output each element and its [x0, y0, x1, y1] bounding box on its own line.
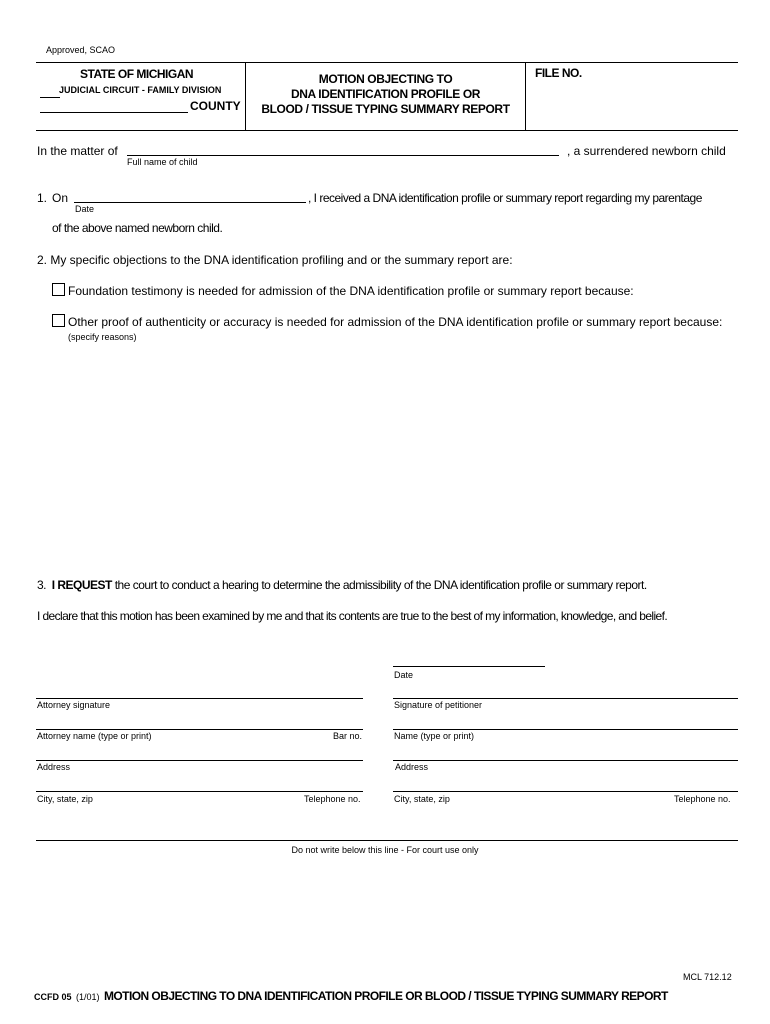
item1-line2: of the above named newborn child. [52, 221, 223, 235]
header-divider-right [525, 62, 526, 131]
form-code: CCFD 05 [34, 992, 72, 1002]
attorney-address-caption: Address [37, 762, 71, 772]
circuit-field-line[interactable] [40, 97, 60, 98]
attorney-signature-field[interactable] [36, 698, 363, 699]
court-use-divider [36, 840, 738, 841]
attorney-city-caption: City, state, zip [37, 794, 93, 804]
attorney-signature-caption: Attorney signature [37, 700, 111, 710]
form-title-line1: MOTION OBJECTING TO [318, 72, 453, 86]
header-bottom-rule [36, 130, 738, 131]
petitioner-name-field[interactable] [393, 729, 738, 730]
objection-authenticity-checkbox[interactable] [52, 314, 65, 327]
item1-date-caption: Date [75, 204, 95, 214]
date-caption: Date [394, 670, 414, 680]
mcl-reference: MCL 712.12 [683, 972, 732, 982]
footer-title: MOTION OBJECTING TO DNA IDENTIFICATION PROFILE OR BLOOD / TISSUE TYPING SUMMARY REPORT [103, 989, 668, 1003]
circuit-label: JUDICIAL CIRCUIT - FAMILY DIVISION [59, 85, 222, 95]
attorney-name-field[interactable] [36, 729, 363, 730]
petitioner-name-caption: Name (type or print) [394, 731, 475, 741]
attorney-address-field[interactable] [36, 760, 363, 761]
county-label: COUNTY [190, 99, 241, 113]
form-title-line2: DNA IDENTIFICATION PROFILE OR [290, 87, 481, 101]
objection-foundation-checkbox[interactable] [52, 283, 65, 296]
form-revision: (1/01) [75, 992, 100, 1002]
footer-line [34, 987, 668, 1005]
file-no-label: FILE NO. [535, 66, 582, 80]
petitioner-telephone-caption: Telephone no. [674, 794, 731, 804]
header-divider-left [245, 62, 246, 131]
petitioner-address-field[interactable] [393, 760, 738, 761]
form-title-line3: BLOOD / TISSUE TYPING SUMMARY REPORT [261, 102, 510, 116]
petitioner-city-field[interactable] [393, 791, 738, 792]
petitioner-signature-caption: Signature of petitioner [394, 700, 483, 710]
reasons-text-area[interactable] [52, 346, 738, 566]
approved-label: Approved, SCAO [46, 45, 116, 55]
state-label: STATE OF MICHIGAN [80, 67, 194, 81]
objection-foundation-label: Foundation testimony is needed for admission of the DNA identification profile or summary report because: [68, 284, 634, 298]
item1-date-field[interactable] [74, 202, 306, 203]
file-no-field[interactable] [530, 82, 735, 126]
court-use-notice: Do not write below this line - For court use only [291, 845, 479, 855]
petitioner-signature-field[interactable] [393, 698, 738, 699]
specify-reasons-caption: (specify reasons) [68, 332, 137, 342]
county-field-line[interactable] [40, 112, 188, 113]
item1-text: , I received a DNA identification profile or summary report regarding my parentage [308, 191, 702, 205]
petitioner-address-caption: Address [395, 762, 429, 772]
item3-text: the court to conduct a hearing to determine the admissibility of the DNA identification profile or summary report. [111, 578, 647, 592]
attorney-telephone-caption: Telephone no. [304, 794, 361, 804]
item2-text: 2. My specific objections to the DNA identification profiling and or the summary report are: [37, 253, 513, 267]
item1-on: On [52, 191, 69, 205]
declaration-text: I declare that this motion has been examined by me and that its contents are true to the best of my information, knowledge, and belief. [37, 609, 668, 623]
bar-no-caption: Bar no. [333, 731, 363, 741]
item3-line [37, 578, 647, 592]
date-field[interactable] [393, 666, 545, 667]
header-top-rule [36, 62, 738, 63]
matter-suffix: , a surrendered newborn child [567, 144, 726, 158]
child-name-caption: Full name of child [127, 157, 198, 167]
item1-number: 1. [37, 191, 48, 205]
petitioner-city-caption: City, state, zip [394, 794, 450, 804]
item3-number: 3. [37, 578, 47, 592]
matter-prefix: In the matter of [37, 144, 118, 158]
attorney-city-field[interactable] [36, 791, 363, 792]
child-name-field[interactable] [127, 155, 559, 156]
attorney-name-caption: Attorney name (type or print) [37, 731, 152, 741]
objection-authenticity-label: Other proof of authenticity or accuracy is needed for admission of the DNA identification profile or summary report because: [68, 315, 723, 329]
item3-request: I REQUEST [51, 578, 112, 592]
